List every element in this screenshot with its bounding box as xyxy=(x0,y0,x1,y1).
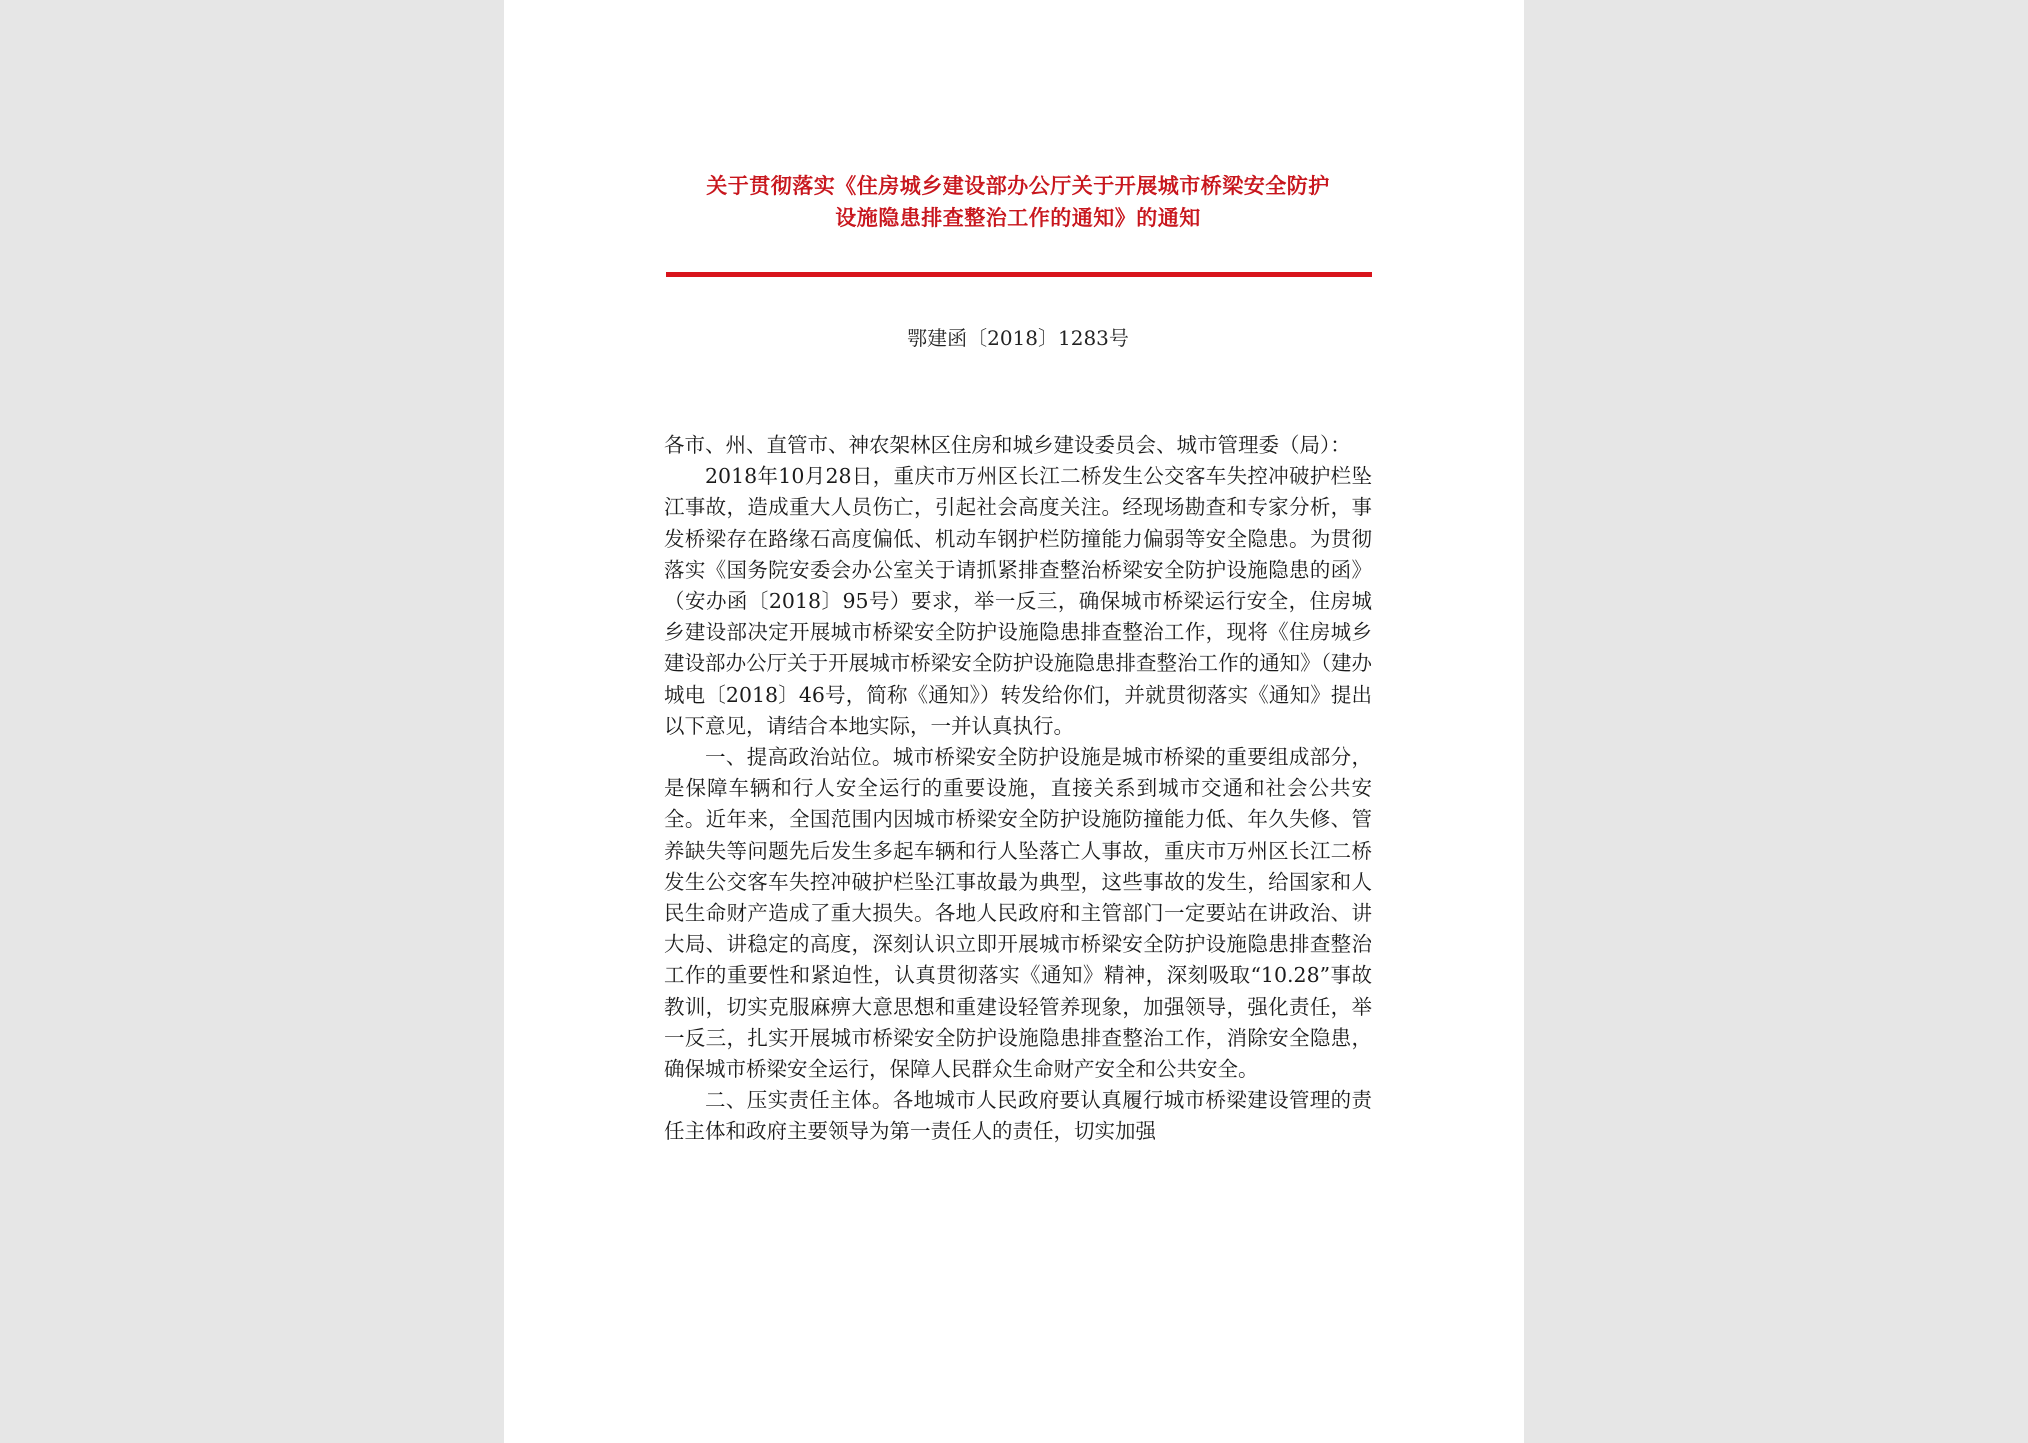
title-line-1: 关于贯彻落实《住房城乡建设部办公厅关于开展城市桥梁安全防护 xyxy=(706,174,1330,198)
document-page xyxy=(504,0,1524,1443)
red-divider-rule xyxy=(666,272,1372,277)
paragraph-section-1: 一、提高政治站位。城市桥梁安全防护设施是城市桥梁的重要组成部分，是保障车辆和行人安全运行的重要设施，直接关系到城市交通和社会公共安全。近年来，全国范围内因城市桥梁安全防护设施防撞能力低、年久失修、管养缺失等问题先后发生多起车辆和行人坠落亡人事故，重庆市万州区长江二桥发生公交客车失控冲破护栏坠江事故最为典型，这些事故的发生，给国家和人民生命财产造成了重大损失。各地人民政府和主管部门一定要站在讲政治、讲大局、讲稳定的高度，深刻认识立即开展城市桥梁安全防护设施隐患排查整治工作的重要性和紧迫性，认真贯彻落实《通知》精神，深刻吸取“10.28”事故教训，切实克服麻痹大意思想和重建设轻管养现象，加强领导，强化责任，举一反三，扎实开展城市桥梁安全防护设施隐患排查整治工作，消除安全隐患，确保城市桥梁安全运行，保障人民群众生命财产安全和公共安全。 xyxy=(664,745,1372,1082)
paragraph-intro: 2018年10月28日，重庆市万州区长江二桥发生公交客车失控冲破护栏坠江事故，造成重大人员伤亡，引起社会高度关注。经现场勘查和专家分析，事发桥梁存在路缘石高度偏低、机动车钢护栏防撞能力偏弱等安全隐患。为贯彻落实《国务院安委会办公室关于请抓紧排查整治桥梁安全防护设施隐患的函》（安办函〔2018〕95号）要求，举一反三，确保城市桥梁运行安全，住房城乡建设部决定开展城市桥梁安全防护设施隐患排查整治工作，现将《住房城乡建设部办公厅关于开展城市桥梁安全防护设施隐患排查整治工作的通知》（建办城电〔2018〕46号，简称《通知》）转发给你们，并就贯彻落实《通知》提出以下意见，请结合本地实际，一并认真执行。 xyxy=(664,464,1372,738)
document-number: 鄂建函〔2018〕1283号 xyxy=(907,326,1129,350)
document-title xyxy=(664,170,1372,234)
title-line-2: 设施隐患排查整治工作的通知》的通知 xyxy=(835,206,1201,230)
paragraph-section-2: 二、压实责任主体。各地城市人民政府要认真履行城市桥梁建设管理的责任主体和政府主要领导为第一责任人的责任，切实加强 xyxy=(664,1088,1372,1144)
addressee: 各市、州、直管市、神农架林区住房和城乡建设委员会、城市管理委（局）： xyxy=(664,433,1351,457)
document-body xyxy=(664,430,1372,1148)
